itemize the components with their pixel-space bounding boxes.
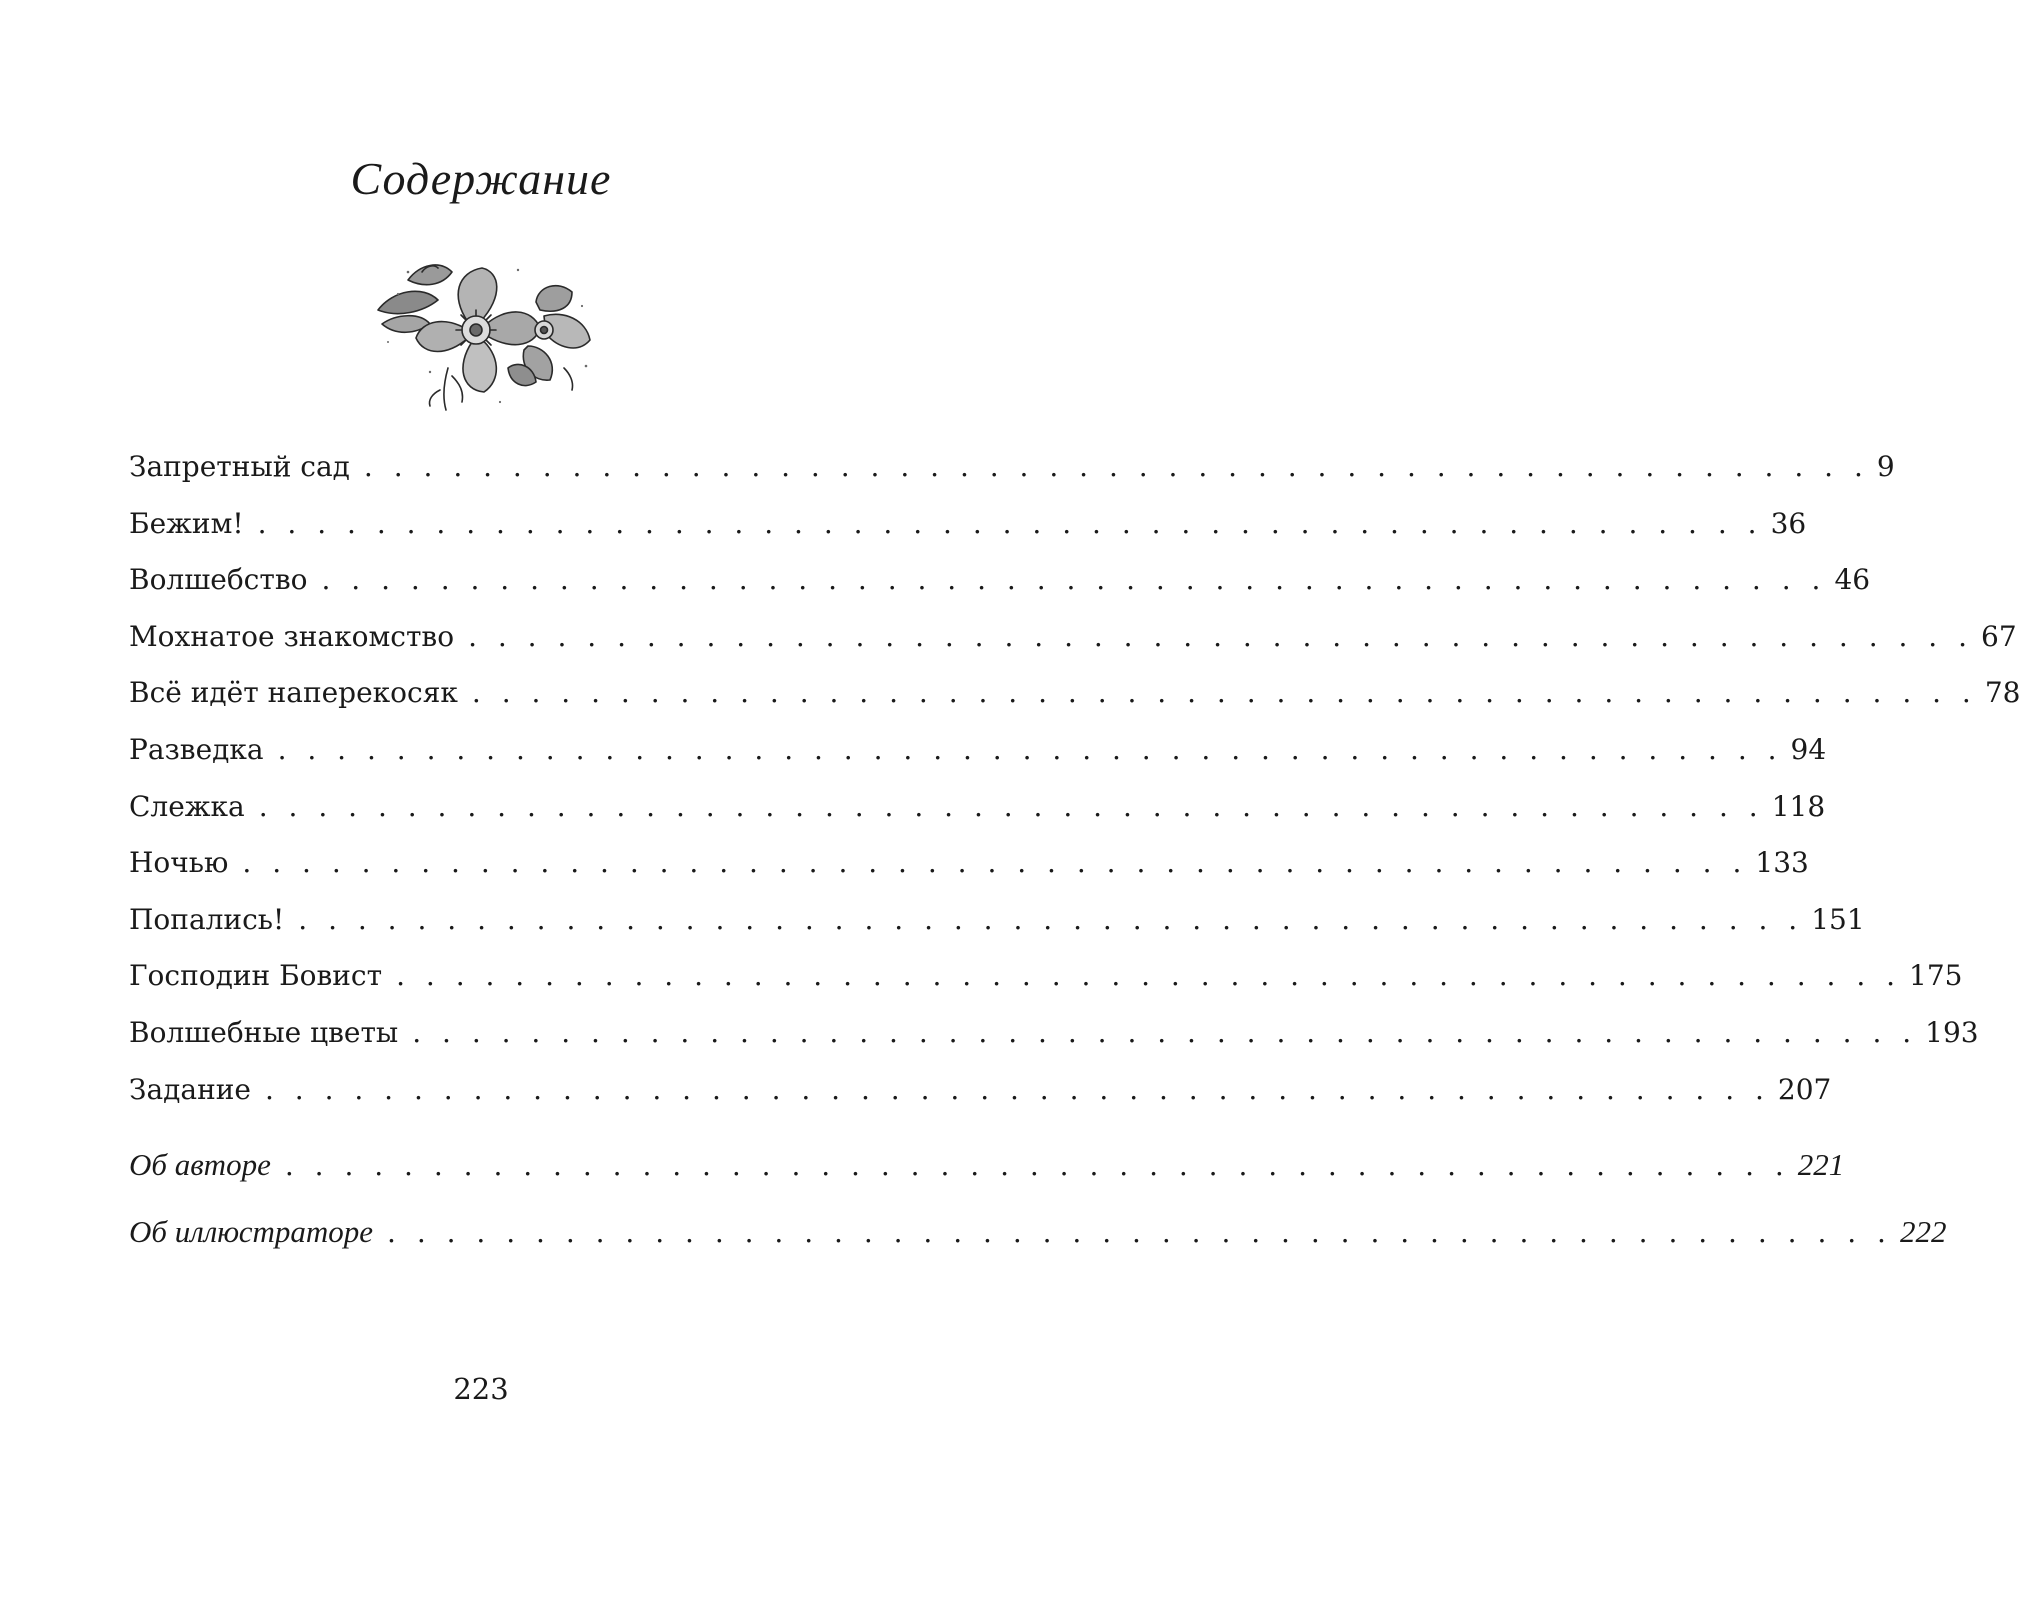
toc-leader-dots: . . . . . . . . . . . . . . . . . . . . . . . . . . . . . . . . . . . . . . . . . . . . . . . . . . . (468, 619, 1974, 653)
toc-entry[interactable] (129, 1072, 1832, 1130)
toc-entry-title: Задание (129, 1072, 251, 1106)
toc-entry-page: 207 (1777, 1072, 1832, 1106)
toc-leader-dots: . . . . . . . . . . . . . . . . . . . . . . . . . . . . . . . . . . . . . . . . . . . . . . . . . . . (284, 1149, 1790, 1183)
toc-leader-dots: . . . . . . . . . . . . . . . . . . . . . . . . . . . . . . . . . . . . . . . . . . . . . . . . . . . (298, 902, 1804, 936)
toc-entry-page: 9 (1876, 450, 1895, 483)
toc-entry-title: Слежка (129, 789, 245, 823)
toc-entry-title: Об иллюстраторе (129, 1213, 374, 1249)
toc-entry[interactable] (129, 563, 1871, 620)
toc-leader-dots: . . . . . . . . . . . . . . . . . . . . . . . . . . . . . . . . . . . . . . . . . . . . . . . . . . . (412, 1015, 1918, 1049)
toc-leader-dots: . . . . . . . . . . . . . . . . . . . . . . . . . . . . . . . . . . . . . . . . . . . . . . . . . . . (264, 1072, 1770, 1106)
toc-entry-page: 67 (1981, 619, 2017, 653)
toc-entry-title: Всё идёт наперекосяк (129, 676, 458, 710)
toc-entry-page: 193 (1925, 1015, 1979, 1049)
toc-entry-page: 222 (1899, 1213, 1947, 1249)
toc-entry-title: Запретный сад (129, 450, 350, 483)
toc-entry-page: 46 (1834, 563, 1871, 597)
toc-entry[interactable] (129, 959, 1963, 1016)
table-of-contents (129, 450, 2020, 1270)
toc-entry[interactable] (129, 1015, 1979, 1073)
toc-leader-dots: . . . . . . . . . . . . . . . . . . . . . . . . . . . . . . . . . . . . . . . . . . . . . . . . . . . (396, 959, 1902, 993)
toc-leader-dots: . . . . . . . . . . . . . . . . . . . . . . . . . . . . . . . . . . . . . . . . . . . . . . . . . . . (277, 732, 1783, 766)
toc-entry-page: 94 (1790, 732, 1827, 766)
toc-entry-title: Мохнатое знакомство (129, 619, 455, 653)
toc-entry-title: Волшебство (129, 563, 308, 597)
toc-entry-title: Разведка (129, 732, 264, 766)
page-title: Содержание (350, 153, 612, 204)
toc-entry-page: 221 (1797, 1147, 1845, 1183)
toc-entry[interactable] (129, 902, 1865, 960)
toc-entry[interactable] (129, 789, 1826, 847)
toc-entry-about-illustrator[interactable] (129, 1213, 1947, 1271)
toc-entry-page: 36 (1770, 506, 1807, 540)
toc-entry[interactable] (129, 676, 2020, 733)
toc-entry[interactable] (129, 450, 1895, 507)
toc-entry-about-author[interactable] (129, 1147, 1845, 1204)
toc-entry-title: Об авторе (129, 1147, 271, 1183)
toc-entry-page: 175 (1909, 959, 1963, 993)
toc-entry-title: Попались! (129, 902, 285, 936)
toc-entry-page: 133 (1755, 846, 1809, 880)
toc-entry-page: 78 (1984, 676, 2020, 710)
page-number: 223 (453, 1372, 509, 1406)
toc-entry-title: Ночью (129, 846, 229, 880)
toc-entry[interactable] (129, 506, 1807, 564)
toc-entry[interactable] (129, 846, 1809, 903)
toc-leader-dots: . . . . . . . . . . . . . . . . . . . . . . . . . . . . . . . . . . . . . . . . . . . . . . . . . . . (257, 506, 1763, 540)
toc-leader-dots: . . . . . . . . . . . . . . . . . . . . . . . . . . . . . . . . . . . . . . . . . . . . . . . . . . . (363, 450, 1869, 483)
toc-leader-dots: . . . . . . . . . . . . . . . . . . . . . . . . . . . . . . . . . . . . . . . . . . . . . . . . . . . (242, 846, 1748, 880)
toc-entry-page: 151 (1811, 902, 1865, 936)
toc-entry-title: Волшебные цветы (129, 1015, 399, 1049)
toc-entry-title: Бежим! (129, 506, 244, 540)
toc-leader-dots: . . . . . . . . . . . . . . . . . . . . . . . . . . . . . . . . . . . . . . . . . . . . . . . . . . . (258, 789, 1764, 823)
toc-leader-dots: . . . . . . . . . . . . . . . . . . . . . . . . . . . . . . . . . . . . . . . . . . . . . . . . . . . (321, 563, 1827, 597)
toc-entry-page: 118 (1771, 789, 1826, 823)
toc-leader-dots: . . . . . . . . . . . . . . . . . . . . . . . . . . . . . . . . . . . . . . . . . . . . . . . . . . . (471, 676, 1977, 710)
toc-entry-title: Господин Бовист (129, 959, 383, 993)
flower-illustration-icon (368, 250, 598, 418)
toc-entry[interactable] (129, 732, 1827, 790)
toc-entry[interactable] (129, 619, 2017, 677)
toc-leader-dots: . . . . . . . . . . . . . . . . . . . . . . . . . . . . . . . . . . . . . . . . . . . . . . . . . . . (387, 1215, 1892, 1249)
